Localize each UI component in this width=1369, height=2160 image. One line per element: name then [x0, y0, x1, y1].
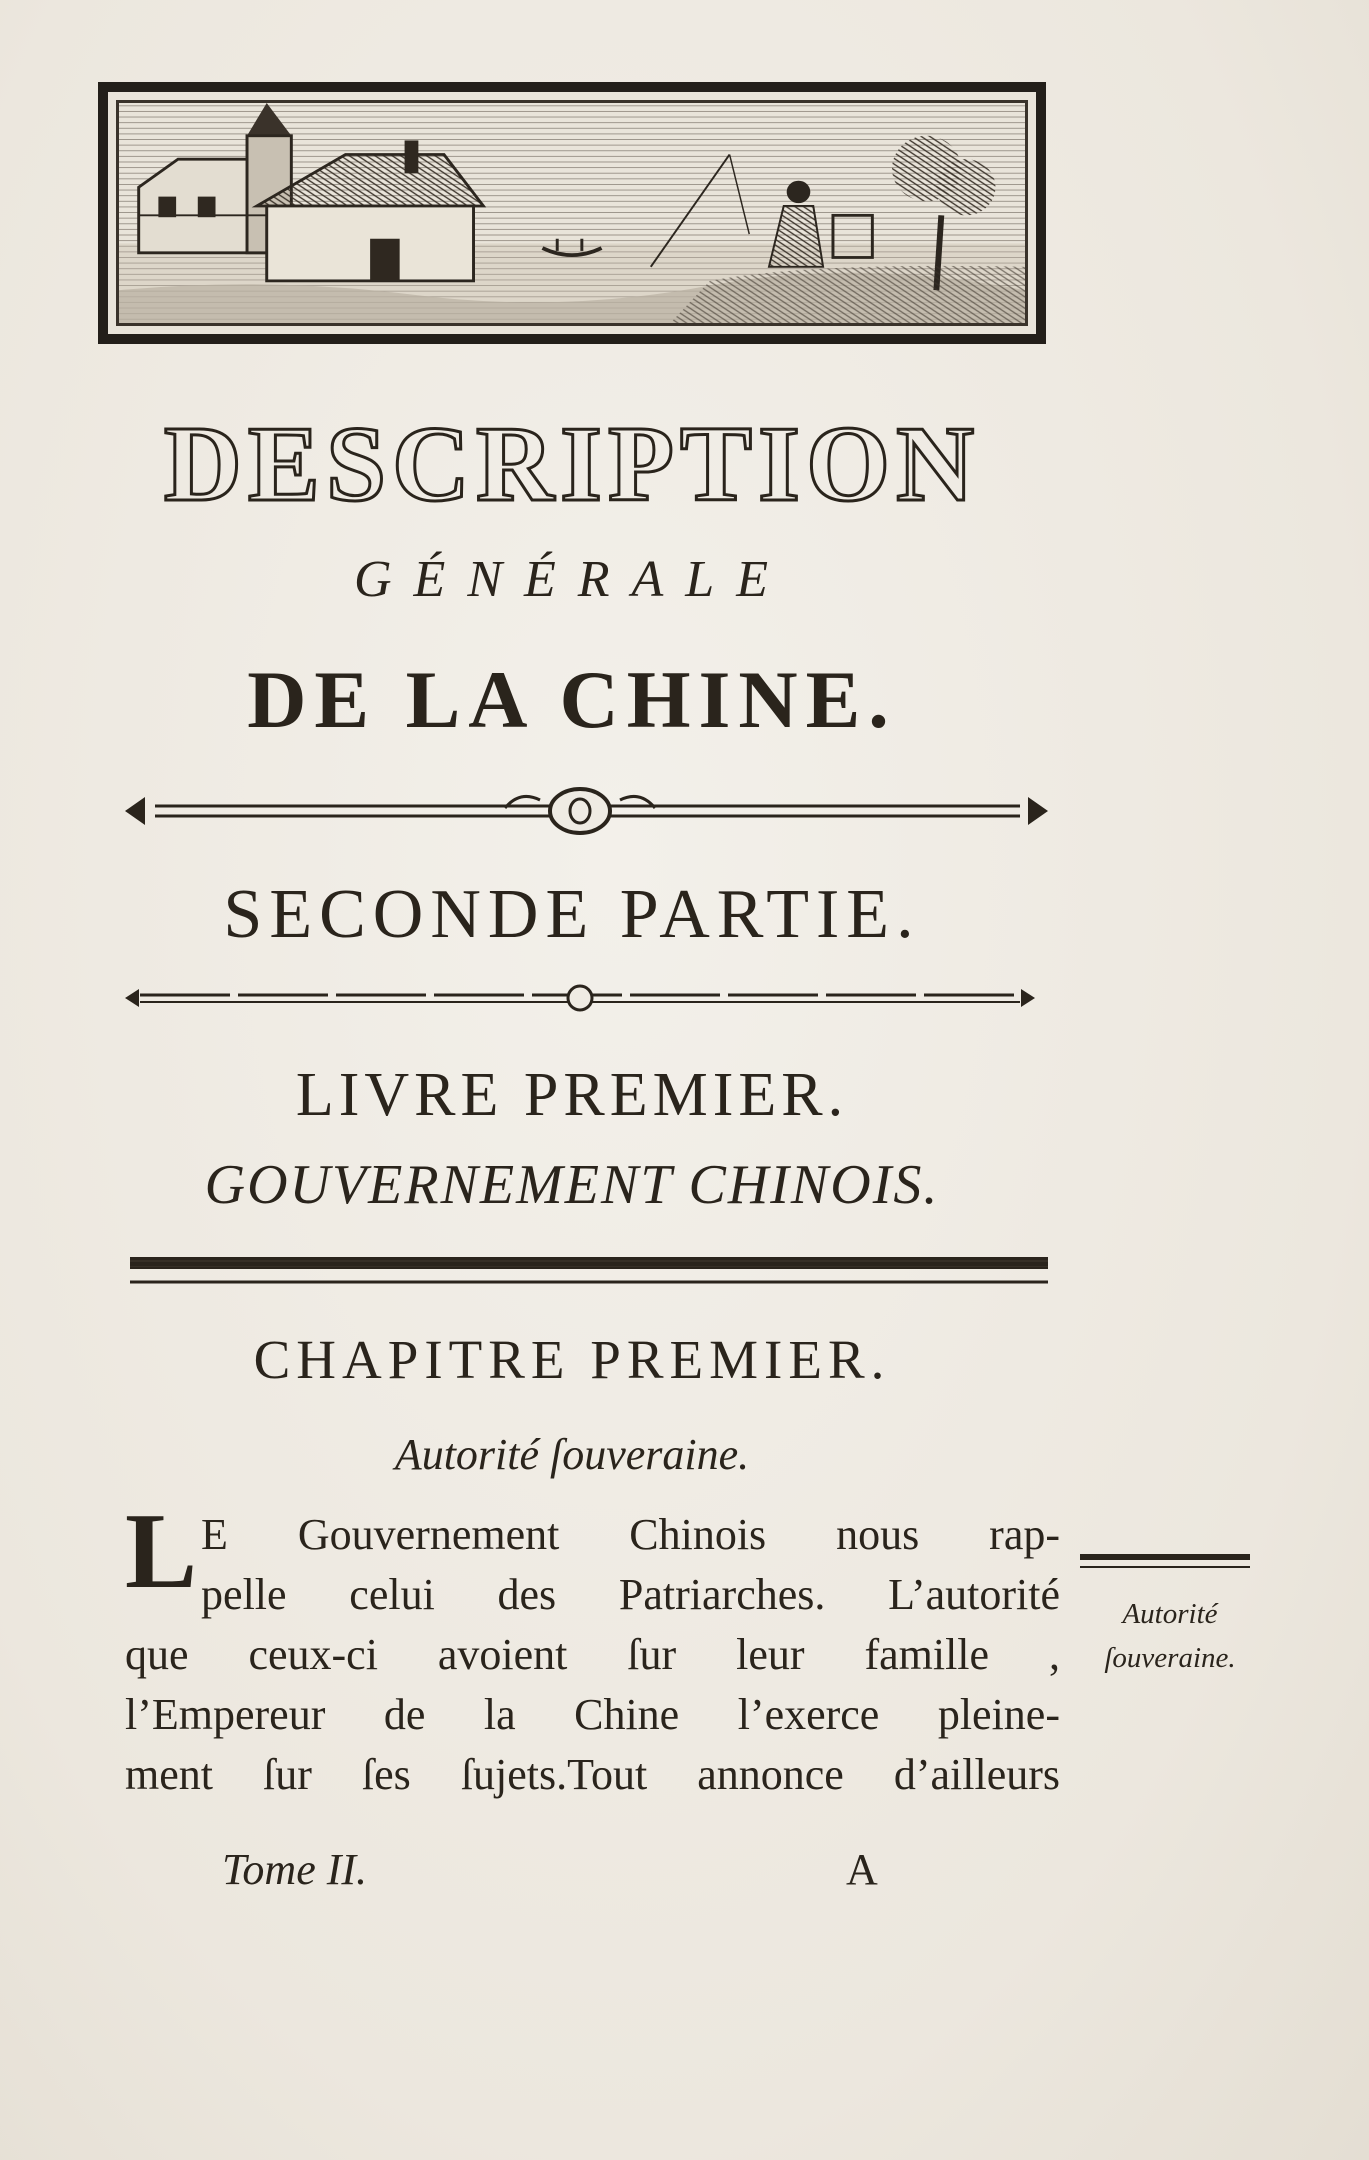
- engraving-landscape-icon: [119, 103, 1025, 323]
- marginal-note-line: Autorité: [1122, 1598, 1218, 1630]
- ornamental-rule: [0, 770, 1369, 850]
- footer-volume: Tome II.: [222, 1845, 368, 1894]
- part-heading: SECONDE PARTIE.: [223, 876, 921, 953]
- title-line-1: DESCRIPTION: [163, 405, 981, 524]
- marginal-note: [1070, 1592, 1270, 1680]
- headpiece: [98, 82, 1046, 344]
- marginal-note-line: ſouveraine.: [1104, 1642, 1236, 1674]
- footer-signature: A: [846, 1845, 878, 1894]
- body-line: ment ſur ſes ſujets.Tout annonce d’ailleurs: [125, 1750, 1060, 1799]
- body-line: l’Empereur de la Chine l’exerce pleine-: [125, 1690, 1060, 1739]
- drop-cap: L: [125, 1492, 198, 1611]
- chapter-heading: CHAPITRE PREMIER.: [253, 1329, 891, 1390]
- body-line: E Gouvernement Chinois nous rap-: [201, 1510, 1060, 1559]
- body-line: pelle celui des Patriarches. L’autorité: [201, 1570, 1060, 1619]
- book-heading: LIVRE PREMIER.: [295, 1061, 849, 1129]
- book-subtitle: GOUVERNEMENT CHINOIS.: [204, 1154, 940, 1216]
- marginal-rule: [1080, 1552, 1250, 1572]
- title-line-3: DE LA CHINE.: [247, 654, 897, 745]
- title-line-2: GÉNÉRALE: [354, 551, 790, 608]
- body-line: que ceux-ci avoient ſur leur famille ,: [125, 1630, 1060, 1679]
- divider-rule: [0, 955, 1369, 1035]
- body-text: [125, 1492, 1060, 1805]
- chapter-subtitle: Autorité ſouveraine.: [394, 1430, 750, 1479]
- heavy-rule: [0, 1240, 1369, 1320]
